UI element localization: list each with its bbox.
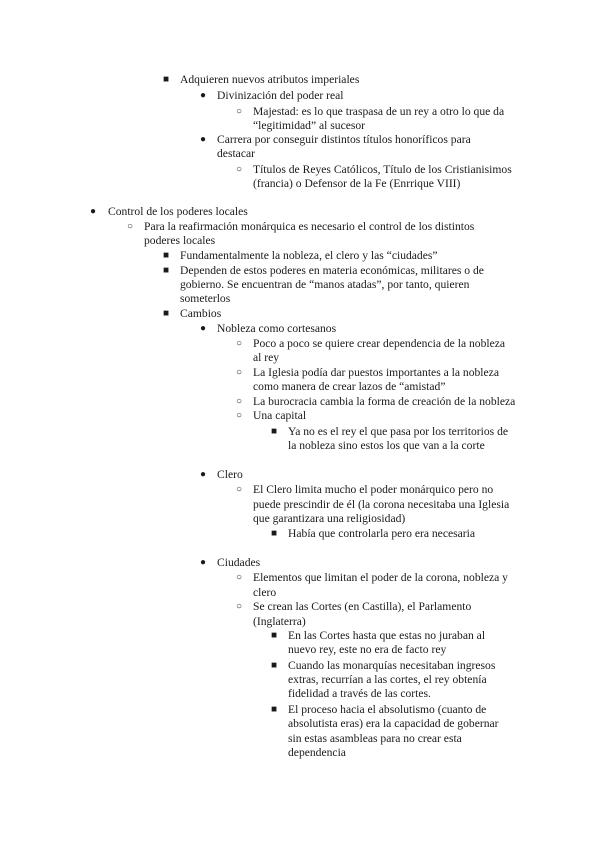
list-item-continuation: absolutista eras) era la capacidad de gobernar: [288, 717, 499, 730]
disc-bullet-icon: ●: [200, 323, 207, 334]
list-item: Dependen de estos poderes en materia económicas, militares o de: [180, 264, 484, 277]
list-item-continuation: (Inglaterra): [253, 615, 306, 628]
disc-bullet-icon: ●: [200, 134, 207, 145]
list-item: Control de los poderes locales: [108, 205, 248, 218]
list-item-continuation: clero: [253, 586, 277, 599]
list-item-continuation: (francia) o Defensor de la Fe (Enrrique VIII): [253, 177, 461, 190]
circle-bullet-icon: ○: [236, 338, 243, 349]
list-item-continuation: puede prescindir de él (la corona necesitaba una Iglesia: [253, 498, 510, 511]
list-item-continuation: someterlos: [180, 292, 231, 305]
list-item: El Clero limita mucho el poder monárquico pero no: [253, 483, 494, 496]
list-item-continuation: nuevo rey, este no era de facto rey: [288, 643, 447, 656]
list-item: Una capital: [253, 409, 307, 422]
list-item: En las Cortes hasta que estas no juraban al: [288, 629, 486, 642]
list-item: Cuando las monarquías necesitaban ingresos: [288, 659, 496, 672]
list-item: Nobleza como cortesanos: [217, 322, 337, 335]
disc-bullet-icon: ●: [200, 469, 207, 480]
square-bullet-icon: ■: [163, 265, 170, 276]
square-bullet-icon: ■: [271, 528, 278, 539]
list-item: Poco a poco se quiere crear dependencia de la nobleza: [253, 337, 506, 350]
list-item-continuation: que garantizara una religiosidad): [253, 512, 406, 525]
square-bullet-icon: ■: [163, 250, 170, 261]
disc-bullet-icon: ●: [90, 206, 97, 217]
circle-bullet-icon: ○: [236, 367, 243, 378]
circle-bullet-icon: ○: [236, 484, 243, 495]
circle-bullet-icon: ○: [236, 601, 243, 612]
list-item-continuation: “legitimidad” al sucesor: [253, 119, 366, 132]
list-item: Ya no es el rey el que pasa por los territorios de: [288, 425, 509, 438]
list-item-continuation: extras, recurrían a las cortes, el rey obtenía: [288, 673, 487, 686]
circle-bullet-icon: ○: [236, 396, 243, 407]
square-bullet-icon: ■: [271, 704, 278, 715]
list-item: El proceso hacia el absolutismo (cuanto de: [288, 703, 487, 716]
list-item-continuation: gobierno. Se encuentran de “manos atadas”, por tanto, quieren: [180, 278, 470, 291]
list-item: Adquieren nuevos atributos imperiales: [180, 73, 360, 86]
list-item-continuation: la nobleza sino estos los que van a la corte: [288, 439, 485, 452]
circle-bullet-icon: ○: [236, 410, 243, 421]
square-bullet-icon: ■: [271, 630, 278, 641]
list-item: Fundamentalmente la nobleza, el clero y las “ciudades”: [180, 249, 438, 262]
circle-bullet-icon: ○: [236, 572, 243, 583]
list-item: Clero: [217, 468, 243, 481]
square-bullet-icon: ■: [163, 308, 170, 319]
list-item: Cambios: [180, 307, 222, 320]
square-bullet-icon: ■: [163, 74, 170, 85]
list-item: Divinización del poder real: [217, 89, 344, 102]
list-item-continuation: destacar: [217, 147, 255, 160]
disc-bullet-icon: ●: [200, 557, 207, 568]
list-item: Majestad: es lo que traspasa de un rey a otro lo que da: [253, 105, 505, 118]
list-item: Carrera por conseguir distintos títulos honoríficos para: [217, 133, 471, 146]
list-item: Ciudades: [217, 556, 261, 569]
list-item: Elementos que limitan el poder de la corona, nobleza y: [253, 571, 508, 584]
square-bullet-icon: ■: [271, 426, 278, 437]
list-item: Había que controlarla pero era necesaria: [288, 527, 476, 540]
list-item-continuation: fidelidad a través de las cortes.: [288, 687, 431, 700]
list-item: Títulos de Reyes Católicos, Título de los Cristianisimos: [253, 163, 512, 176]
list-item: La burocracia cambia la forma de creación de la nobleza: [253, 395, 516, 408]
list-item-continuation: sin estas asambleas para no crear esta: [288, 732, 462, 745]
disc-bullet-icon: ●: [200, 90, 207, 101]
circle-bullet-icon: ○: [236, 164, 243, 175]
list-item: La Iglesia podía dar puestos importantes a la nobleza: [253, 366, 499, 379]
list-item: Se crean las Cortes (en Castilla), el Parlamento: [253, 600, 472, 613]
circle-bullet-icon: ○: [127, 221, 134, 232]
list-item-continuation: poderes locales: [144, 234, 216, 247]
square-bullet-icon: ■: [271, 660, 278, 671]
list-item-continuation: como manera de crear lazos de “amistad”: [253, 380, 446, 393]
list-item: Para la reafirmación monárquica es necesario el control de los distintos: [144, 220, 475, 233]
list-item-continuation: dependencia: [288, 746, 346, 759]
circle-bullet-icon: ○: [236, 106, 243, 117]
list-item-continuation: al rey: [253, 351, 280, 364]
